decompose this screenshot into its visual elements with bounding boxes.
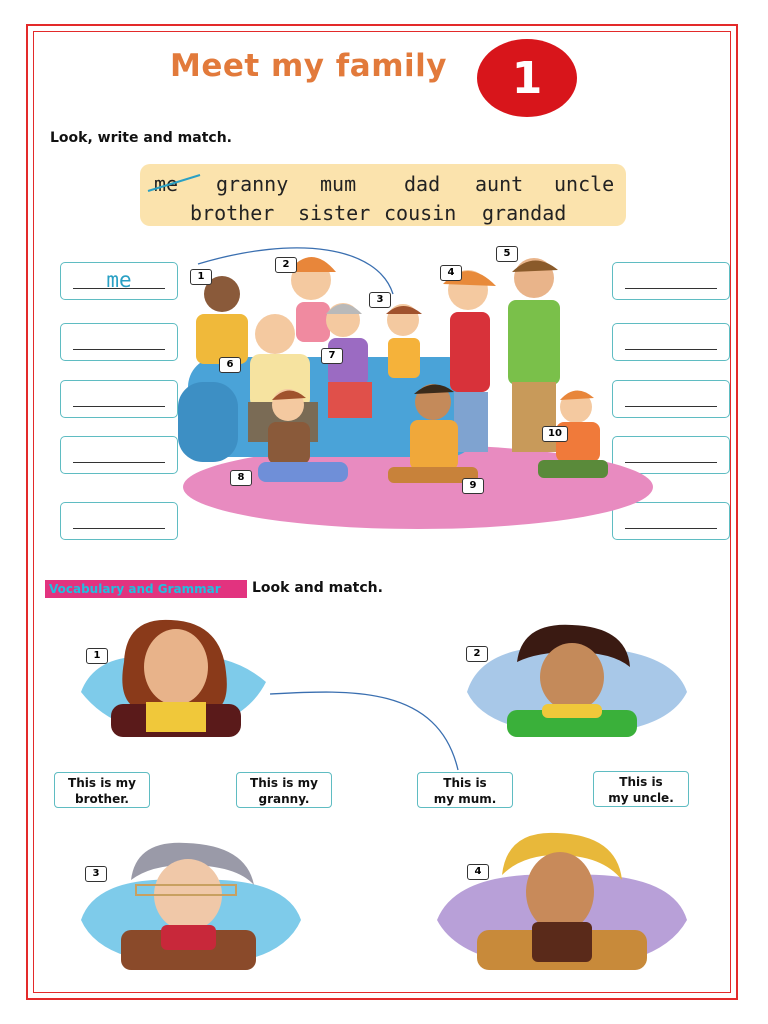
phrase-granny[interactable] — [236, 772, 332, 808]
phrase-line: brother. — [75, 792, 129, 806]
portrait-boy — [462, 622, 692, 737]
figure-number-tag: 6 — [219, 357, 241, 373]
unit-badge: 1 — [477, 39, 577, 117]
phrase-line: This is my — [68, 776, 136, 790]
match-line — [268, 690, 468, 774]
phrase-line: This is — [619, 775, 663, 789]
word-cousin: cousin — [384, 201, 457, 225]
word-sister: sister — [298, 201, 371, 225]
answer-line — [73, 528, 165, 529]
portrait-number-tag: 3 — [85, 866, 107, 882]
page-title: Meet my family — [170, 48, 447, 84]
answer-line — [73, 406, 165, 407]
word-granny: granny — [216, 172, 289, 196]
family-illustration — [178, 242, 656, 532]
answer-box-left-1[interactable] — [60, 262, 178, 300]
phrase-line: my uncle. — [608, 791, 674, 805]
answer-line — [73, 288, 165, 289]
figure-number-tag: 3 — [369, 292, 391, 308]
word-me: me — [154, 172, 179, 196]
word-dad: dad — [404, 172, 441, 196]
section1-instruction: Look, write and match. — [50, 130, 232, 146]
portrait-number-tag: 4 — [467, 864, 489, 880]
figure-number-tag: 5 — [496, 246, 518, 262]
answer-box-left-4[interactable] — [60, 436, 178, 474]
answer-box-left-3[interactable] — [60, 380, 178, 418]
figure-number-tag: 1 — [190, 269, 212, 285]
answer-box-left-2[interactable] — [60, 323, 178, 361]
word-grandad: grandad — [482, 201, 567, 225]
portrait-woman — [76, 612, 276, 737]
answer-line — [73, 349, 165, 350]
figure-number-tag: 10 — [542, 426, 568, 442]
phrase-line: granny. — [258, 792, 310, 806]
phrase-mum[interactable] — [417, 772, 513, 808]
portrait-uncle — [432, 830, 692, 970]
vocabulary-grammar-tag: Vocabulary and Grammar — [45, 580, 247, 598]
portrait-granny — [76, 840, 306, 970]
portrait-number-tag: 1 — [86, 648, 108, 664]
word-uncle: uncle — [554, 172, 615, 196]
word-aunt: aunt — [475, 172, 524, 196]
phrase-line: This is my — [250, 776, 318, 790]
portrait-number-tag: 2 — [466, 646, 488, 662]
answer-box-left-5[interactable] — [60, 502, 178, 540]
figure-number-tag: 9 — [462, 478, 484, 494]
phrase-uncle[interactable] — [593, 771, 689, 807]
figure-number-tag: 8 — [230, 470, 252, 486]
word-mum: mum — [320, 172, 357, 196]
phrase-brother[interactable] — [54, 772, 150, 808]
answer-line — [73, 462, 165, 463]
phrase-line: my mum. — [433, 792, 497, 806]
section2-instruction: Look and match. — [252, 580, 383, 596]
figure-number-tag: 4 — [440, 265, 462, 281]
figure-number-tag: 7 — [321, 348, 343, 364]
phrase-line: This is — [443, 776, 487, 790]
example-answer: me — [106, 268, 132, 292]
word-brother: brother — [190, 201, 275, 225]
figure-number-tag: 2 — [275, 257, 297, 273]
